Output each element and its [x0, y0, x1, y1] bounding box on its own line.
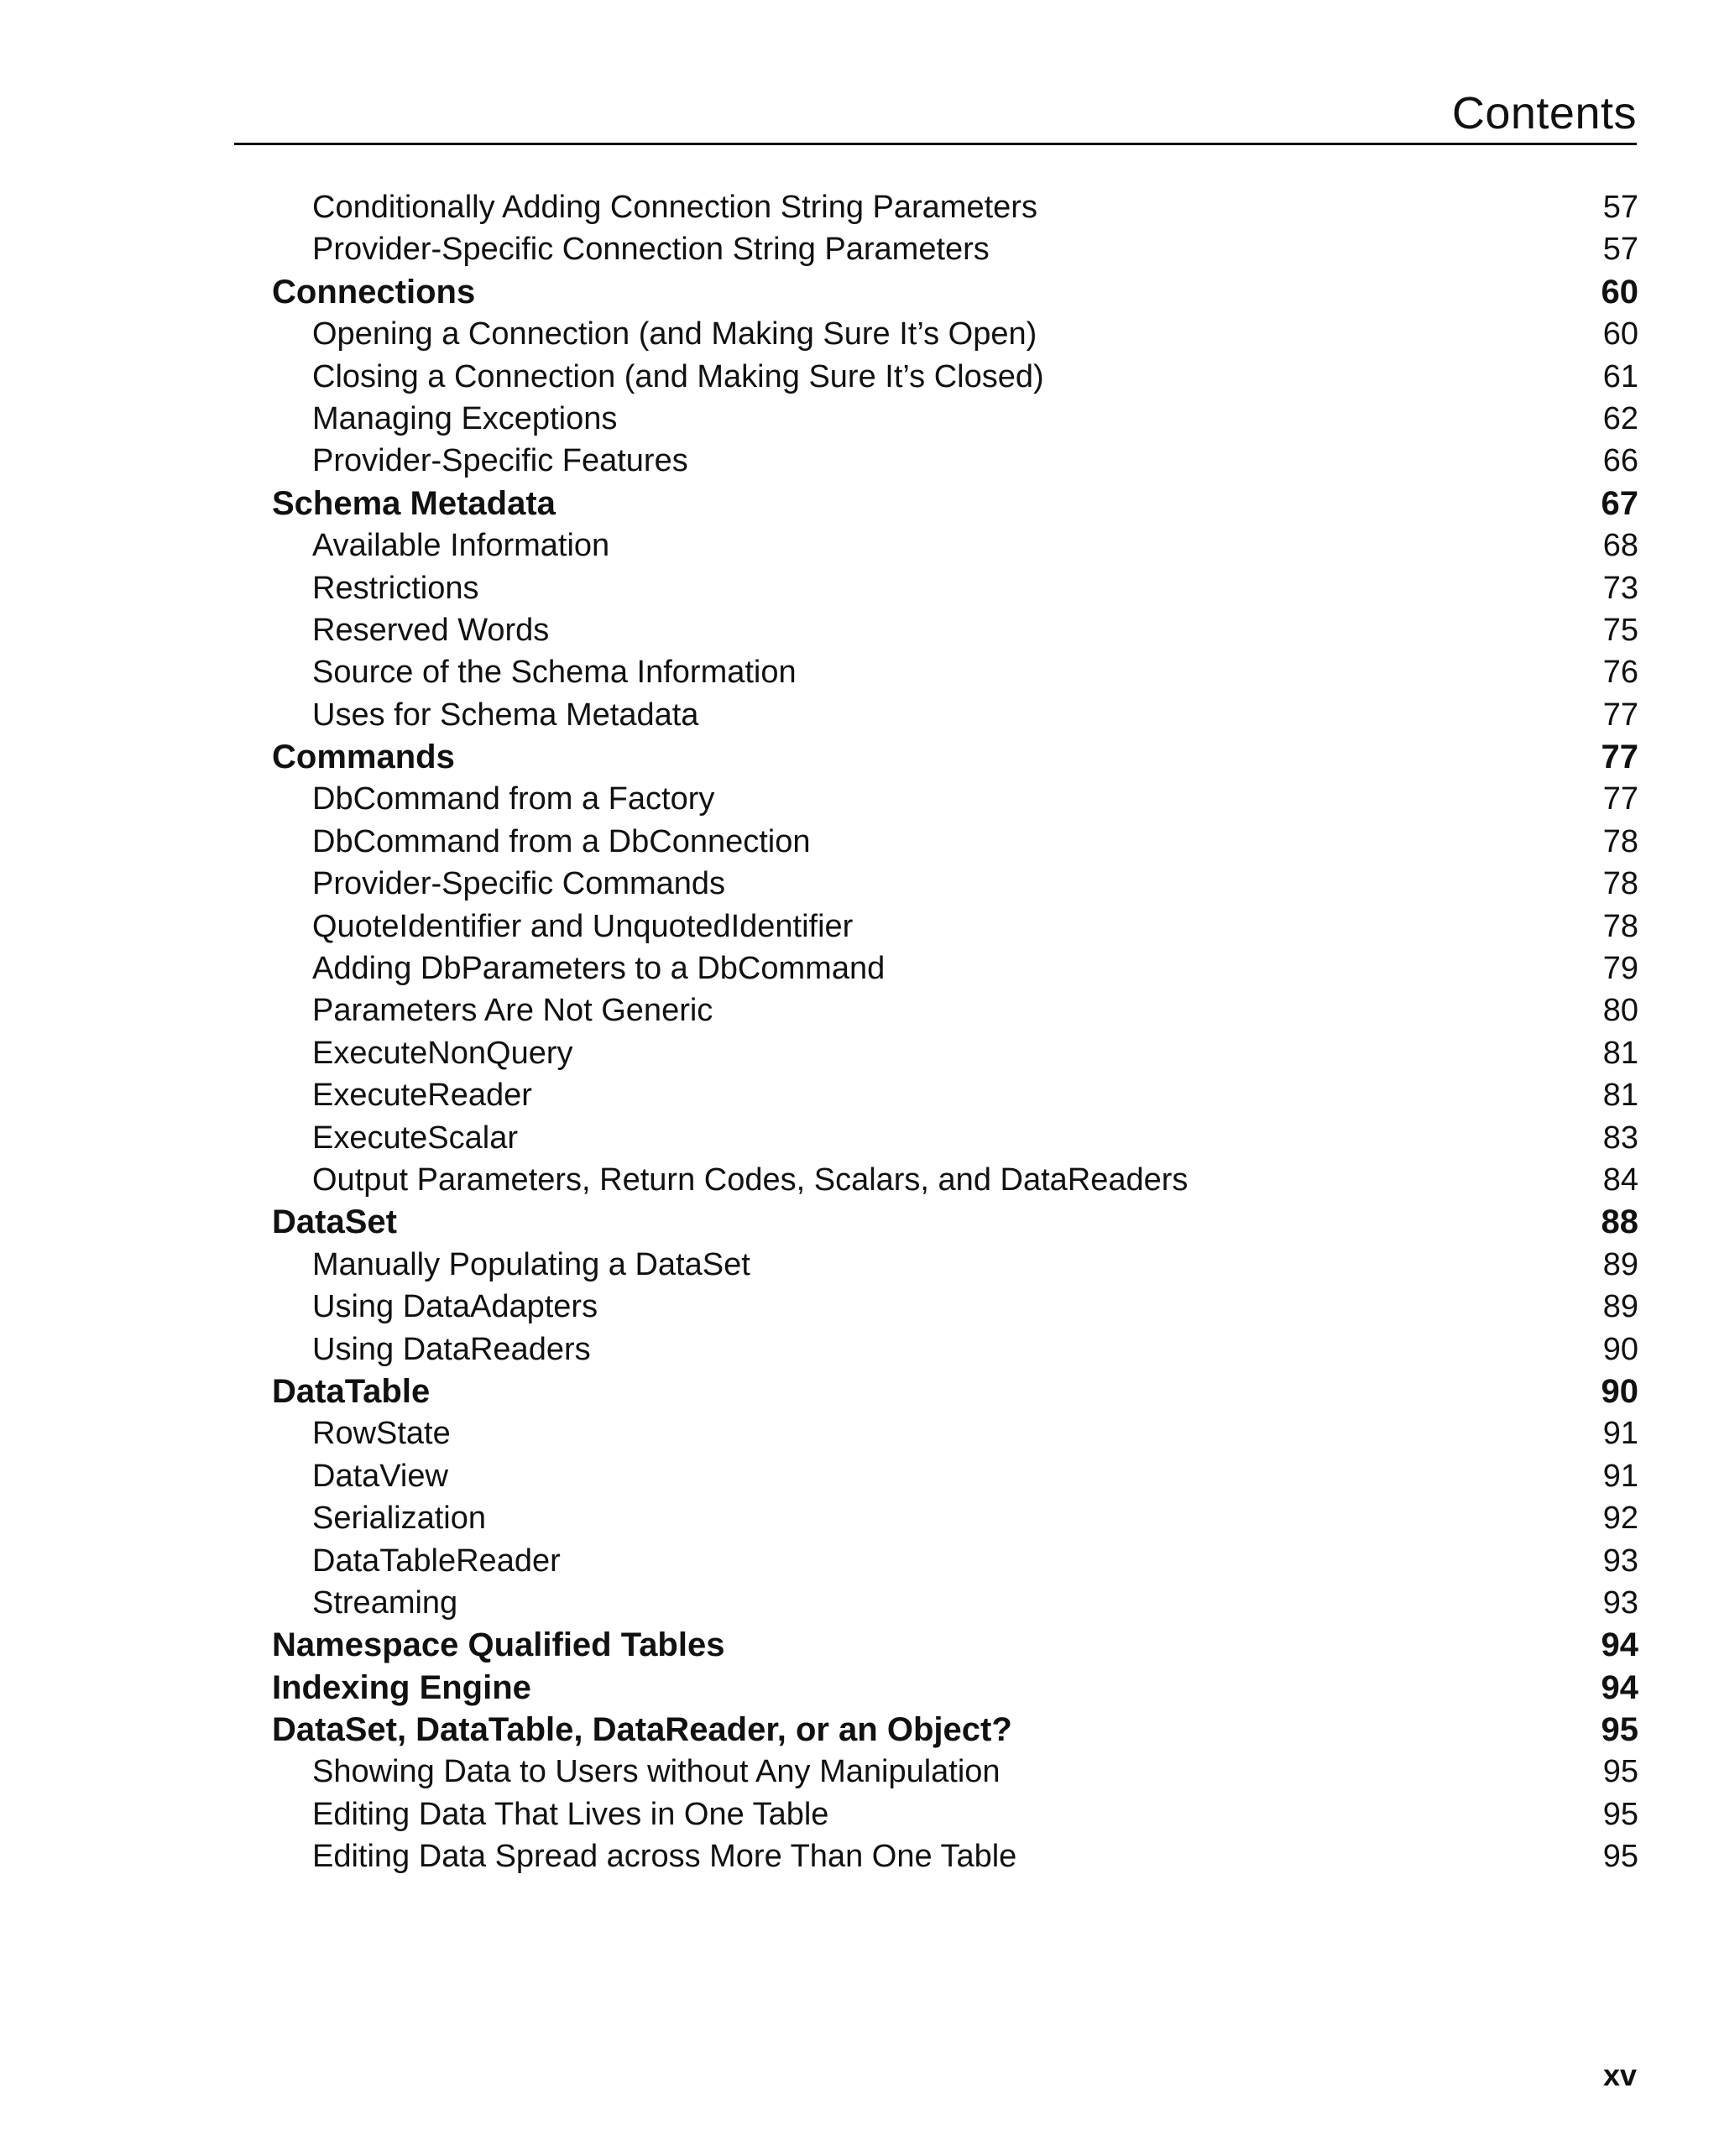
toc-entry-page: 78	[1602, 866, 1638, 902]
toc-entry-title: Schema Metadata	[272, 484, 556, 522]
toc-section-entry	[272, 1624, 1638, 1666]
toc-entry-page: 95	[1602, 1796, 1638, 1832]
toc-entry-page: 95	[1601, 1711, 1638, 1749]
toc-entry-title: Reserved Words	[312, 612, 550, 648]
toc-entry-page: 90	[1601, 1372, 1638, 1410]
toc-entry-title: Commands	[272, 739, 455, 776]
toc-subsection-entry	[272, 778, 1638, 820]
toc-subsection-entry	[272, 356, 1638, 398]
toc-subsection-entry	[272, 186, 1638, 228]
toc-entry-title: Parameters Are Not Generic	[312, 993, 713, 1029]
toc-entry-page: 94	[1601, 1626, 1638, 1664]
toc-entry-title: Conditionally Adding Connection String Parameters	[312, 190, 1037, 225]
toc-entry-title: Showing Data to Users without Any Manipulation	[312, 1754, 1001, 1790]
toc-entry-page: 68	[1602, 528, 1638, 564]
toc-entry-page: 95	[1602, 1754, 1638, 1790]
toc-entry-title: RowState	[312, 1416, 451, 1452]
toc-entry-page: 93	[1602, 1584, 1638, 1621]
toc-subsection-entry	[272, 651, 1638, 693]
toc-entry-page: 91	[1602, 1458, 1638, 1494]
toc-entry-title: Opening a Connection (and Making Sure It’s Open)	[312, 316, 1037, 352]
toc-subsection-entry	[272, 313, 1638, 355]
toc-entry-title: Provider-Specific Features	[312, 443, 688, 479]
toc-entry-title: DataSet	[272, 1203, 397, 1241]
toc-entry-page: 77	[1601, 739, 1638, 776]
toc-subsection-entry	[272, 947, 1638, 989]
toc-subsection-entry	[272, 1582, 1638, 1624]
toc-entry-title: Adding DbParameters to a DbCommand	[312, 951, 886, 987]
toc-entry-page: 92	[1602, 1501, 1638, 1537]
toc-subsection-entry	[272, 1329, 1638, 1370]
toc-subsection-entry	[272, 1074, 1638, 1116]
toc-entry-page: 60	[1601, 273, 1638, 311]
toc-entry-title: DataTableReader	[312, 1543, 561, 1579]
toc-entry-title: Provider-Specific Commands	[312, 866, 726, 902]
toc-entry-page: 89	[1602, 1289, 1638, 1325]
toc-section-entry	[272, 1370, 1638, 1412]
toc-entry-page: 78	[1602, 823, 1638, 859]
toc-entry-title: Serialization	[312, 1501, 486, 1537]
toc-entry-title: Namespace Qualified Tables	[272, 1626, 725, 1664]
toc-entry-title: Manually Populating a DataSet	[312, 1246, 750, 1282]
toc-entry-page: 73	[1602, 570, 1638, 606]
toc-subsection-entry	[272, 1540, 1638, 1582]
toc-entry-title: DataSet, DataTable, DataReader, or an Object?	[272, 1711, 1012, 1749]
toc-subsection-entry	[272, 1286, 1638, 1328]
toc-entry-page: 95	[1602, 1839, 1638, 1875]
toc-subsection-entry	[272, 1455, 1638, 1497]
toc-subsection-entry	[272, 863, 1638, 905]
toc-entry-title: ExecuteNonQuery	[312, 1035, 573, 1071]
toc-entry-page: 83	[1602, 1120, 1638, 1156]
toc-entry-title: Managing Exceptions	[312, 400, 618, 436]
toc-subsection-entry	[272, 1032, 1638, 1074]
toc-subsection-entry	[272, 694, 1638, 736]
toc-entry-title: Restrictions	[312, 570, 479, 606]
toc-subsection-entry	[272, 1751, 1638, 1793]
toc-section-entry	[272, 271, 1638, 313]
toc-subsection-entry	[272, 1497, 1638, 1539]
toc-entry-title: ExecuteReader	[312, 1078, 532, 1114]
toc-subsection-entry	[272, 1793, 1638, 1835]
toc-entry-page: 78	[1602, 908, 1638, 944]
toc-entry-page: 77	[1602, 697, 1638, 733]
toc-entry-page: 90	[1602, 1331, 1638, 1367]
toc-entry-page: 66	[1602, 443, 1638, 479]
toc-subsection-entry	[272, 1244, 1638, 1286]
toc-entry-title: Using DataReaders	[312, 1331, 591, 1367]
toc-subsection-entry	[272, 228, 1638, 270]
toc-subsection-entry	[272, 398, 1638, 440]
toc-entry-title: Source of the Schema Information	[312, 655, 797, 691]
toc-entry-title: DbCommand from a DbConnection	[312, 823, 811, 859]
toc-entry-title: Indexing Engine	[272, 1668, 531, 1706]
toc-subsection-entry	[272, 1412, 1638, 1454]
toc-subsection-entry	[272, 906, 1638, 947]
toc-entry-title: Provider-Specific Connection String Parameters	[312, 232, 990, 268]
toc-entry-title: Using DataAdapters	[312, 1289, 598, 1325]
toc-entry-page: 75	[1602, 612, 1638, 648]
toc-subsection-entry	[272, 525, 1638, 566]
toc-entry-title: Available Information	[312, 528, 610, 564]
toc-entry-title: DataView	[312, 1458, 448, 1494]
toc-entry-title: DbCommand from a Factory	[312, 781, 715, 817]
toc-entry-page: 80	[1602, 993, 1638, 1029]
toc-entry-page: 79	[1602, 951, 1638, 987]
toc-subsection-entry	[272, 821, 1638, 863]
toc-section-entry	[272, 1201, 1638, 1243]
toc-entry-page: 91	[1602, 1416, 1638, 1452]
toc-entry-title: Connections	[272, 273, 476, 311]
toc-entry-page: 88	[1601, 1203, 1638, 1241]
toc-entry-title: ExecuteScalar	[312, 1120, 519, 1156]
page-number: xv	[1602, 2058, 1637, 2092]
toc-entry-page: 89	[1602, 1246, 1638, 1282]
toc-entry-title: Closing a Connection (and Making Sure It’s Closed)	[312, 358, 1044, 394]
toc-subsection-entry	[272, 1835, 1638, 1877]
toc-section-entry	[272, 736, 1638, 778]
toc-entry-page: 77	[1602, 781, 1638, 817]
toc-section-entry	[272, 1667, 1638, 1709]
toc-subsection-entry	[272, 609, 1638, 651]
toc-subsection-entry	[272, 1159, 1638, 1201]
toc-entry-title: Uses for Schema Metadata	[312, 697, 699, 733]
running-header-title: Contents	[1451, 88, 1637, 138]
toc-entry-page: 57	[1602, 190, 1638, 225]
toc-subsection-entry	[272, 440, 1638, 482]
toc-entry-title: QuoteIdentifier and UnquotedIdentifier	[312, 908, 854, 944]
toc-entry-title: Editing Data That Lives in One Table	[312, 1796, 829, 1832]
toc-entry-page: 67	[1601, 484, 1638, 522]
table-of-contents	[272, 186, 1638, 1878]
toc-subsection-entry	[272, 989, 1638, 1031]
toc-entry-page: 94	[1601, 1668, 1638, 1706]
toc-entry-page: 61	[1602, 358, 1638, 394]
toc-entry-page: 76	[1602, 655, 1638, 691]
toc-entry-page: 93	[1602, 1543, 1638, 1579]
toc-entry-title: Output Parameters, Return Codes, Scalars, and DataReaders	[312, 1162, 1189, 1198]
toc-entry-page: 57	[1602, 232, 1638, 268]
toc-subsection-entry	[272, 567, 1638, 609]
toc-subsection-entry	[272, 1117, 1638, 1159]
toc-entry-page: 81	[1602, 1078, 1638, 1114]
toc-entry-page: 81	[1602, 1035, 1638, 1071]
toc-entry-title: Streaming	[312, 1584, 458, 1621]
toc-section-entry	[272, 1709, 1638, 1751]
toc-entry-title: Editing Data Spread across More Than One Table	[312, 1839, 1017, 1875]
toc-section-entry	[272, 483, 1638, 525]
toc-entry-page: 60	[1602, 316, 1638, 352]
header-rule	[234, 143, 1637, 145]
toc-entry-page: 62	[1602, 400, 1638, 436]
toc-entry-page: 84	[1602, 1162, 1638, 1198]
toc-entry-title: DataTable	[272, 1372, 431, 1410]
